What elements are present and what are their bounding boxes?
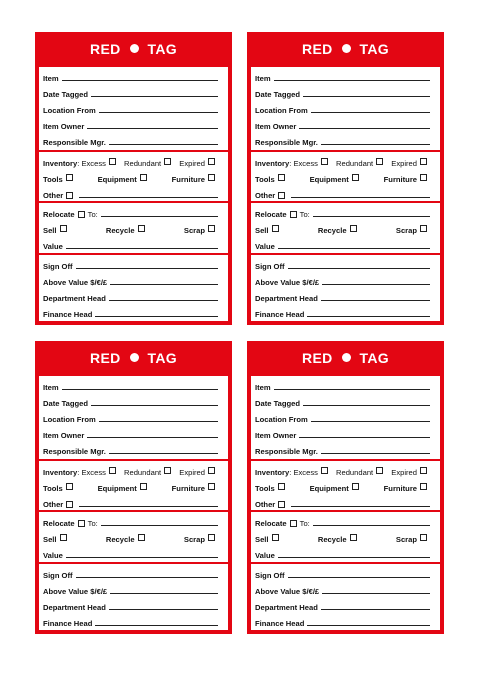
other-checkbox[interactable] [278, 192, 285, 199]
location-from-field[interactable] [311, 421, 430, 422]
furniture-label: Furniture [383, 484, 417, 493]
relocate-label: Relocate [43, 210, 75, 219]
sign-off-label: Sign Off [43, 571, 73, 580]
title-red: RED [90, 349, 121, 366]
relocate-checkbox[interactable] [78, 211, 85, 218]
tools-checkbox[interactable] [66, 174, 73, 181]
finance-head-field[interactable] [95, 316, 218, 317]
inventory-panel: Inventory: Excess Redundant Expired Tools Equipment Furniture Other [251, 461, 440, 510]
finance-head-label: Finance Head [255, 310, 305, 319]
equipment-label: Equipment [309, 484, 349, 493]
inventory-panel: Inventory: Excess Redundant Expired Tools Equipment Furniture Other [39, 461, 228, 510]
location-from-label: Location From [43, 415, 96, 424]
item-owner-field[interactable] [299, 437, 430, 438]
red-tag-card-bottom-left [35, 341, 232, 634]
other-field[interactable] [291, 197, 430, 198]
responsible-mgr-label: Responsible Mgr. [43, 138, 106, 147]
item-details-panel [39, 376, 228, 459]
sell-checkbox[interactable] [60, 534, 67, 541]
sign-off-field[interactable] [288, 268, 430, 269]
value-field[interactable] [278, 557, 430, 558]
responsible-mgr-label: Responsible Mgr. [255, 138, 318, 147]
expired-checkbox[interactable] [420, 467, 427, 474]
signoff-panel [251, 564, 440, 630]
sell-label: Sell [43, 535, 57, 544]
item-owner-field[interactable] [299, 128, 430, 129]
other-field[interactable] [79, 506, 218, 507]
item-field[interactable] [274, 80, 430, 81]
furniture-checkbox[interactable] [208, 483, 215, 490]
other-field[interactable] [291, 506, 430, 507]
signoff-panel [251, 255, 440, 321]
redundant-checkbox[interactable] [164, 467, 171, 474]
finance-head-label: Finance Head [255, 619, 305, 628]
equipment-label: Equipment [97, 484, 137, 493]
item-details-panel [251, 376, 440, 459]
equipment-label: Equipment [97, 175, 137, 184]
responsible-mgr-label: Responsible Mgr. [255, 447, 318, 456]
expired-checkbox[interactable] [208, 158, 215, 165]
other-checkbox[interactable] [278, 501, 285, 508]
title-dot-icon [342, 353, 351, 362]
location-from-label: Location From [43, 106, 96, 115]
scrap-checkbox[interactable] [208, 534, 215, 541]
redundant-checkbox[interactable] [376, 158, 383, 165]
location-from-field[interactable] [99, 421, 218, 422]
furniture-label: Furniture [171, 484, 205, 493]
sign-off-field[interactable] [288, 577, 430, 578]
date-tagged-label: Date Tagged [255, 399, 301, 408]
disposition-panel [39, 203, 228, 253]
sign-off-field[interactable] [76, 268, 218, 269]
other-label: Other [255, 191, 276, 200]
title-red: RED [302, 349, 333, 366]
excess-label: Excess [293, 159, 318, 168]
above-value-field[interactable] [322, 593, 430, 594]
sign-off-field[interactable] [76, 577, 218, 578]
disposition-panel [251, 203, 440, 253]
tools-label: Tools [255, 175, 275, 184]
scrap-label: Scrap [183, 226, 205, 235]
redundant-label: Redundant [124, 159, 162, 168]
excess-checkbox[interactable] [321, 158, 328, 165]
sign-off-label: Sign Off [255, 571, 285, 580]
tools-label: Tools [43, 175, 63, 184]
redundant-label: Redundant [124, 468, 162, 477]
other-label: Other [43, 500, 64, 509]
item-owner-label: Item Owner [43, 431, 85, 440]
date-tagged-field[interactable] [91, 96, 218, 97]
department-head-label: Department Head [43, 294, 106, 303]
red-tag-card-top-right [247, 32, 444, 325]
item-owner-field[interactable] [87, 128, 218, 129]
furniture-checkbox[interactable] [420, 174, 427, 181]
value-label: Value [43, 551, 63, 560]
other-checkbox[interactable] [66, 192, 73, 199]
scrap-checkbox[interactable] [420, 534, 427, 541]
responsible-mgr-field[interactable] [321, 144, 430, 145]
recycle-checkbox[interactable] [350, 534, 357, 541]
date-tagged-field[interactable] [303, 405, 430, 406]
equipment-checkbox[interactable] [140, 483, 147, 490]
furniture-checkbox[interactable] [420, 483, 427, 490]
expired-label: Expired [179, 159, 205, 168]
to-label: To: [299, 210, 310, 219]
department-head-label: Department Head [43, 603, 106, 612]
redundant-checkbox[interactable] [376, 467, 383, 474]
red-tag-card-bottom-right [247, 341, 444, 634]
other-checkbox[interactable] [66, 501, 73, 508]
excess-label: Excess [293, 468, 318, 477]
department-head-field[interactable] [321, 609, 430, 610]
item-owner-label: Item Owner [43, 122, 85, 131]
excess-label: Excess [81, 159, 106, 168]
equipment-checkbox[interactable] [140, 174, 147, 181]
item-field[interactable] [62, 389, 218, 390]
other-field[interactable] [79, 197, 218, 198]
title-tag: TAG [359, 40, 389, 57]
expired-label: Expired [391, 159, 417, 168]
date-tagged-label: Date Tagged [255, 90, 301, 99]
tag-title [247, 341, 444, 374]
item-owner-label: Item Owner [255, 122, 297, 131]
relocate-checkbox[interactable] [78, 520, 85, 527]
sell-label: Sell [255, 535, 269, 544]
responsible-mgr-field[interactable] [321, 453, 430, 454]
value-field[interactable] [278, 248, 430, 249]
above-value-field[interactable] [110, 284, 218, 285]
finance-head-field[interactable] [307, 316, 430, 317]
expired-label: Expired [179, 468, 205, 477]
above-value-label: Above Value $/€/£ [255, 587, 320, 596]
finance-head-label: Finance Head [43, 619, 93, 628]
disposition-panel [251, 512, 440, 562]
department-head-label: Department Head [255, 294, 318, 303]
location-from-field[interactable] [311, 112, 430, 113]
location-from-field[interactable] [99, 112, 218, 113]
excess-checkbox[interactable] [321, 467, 328, 474]
item-details-panel [39, 67, 228, 150]
furniture-label: Furniture [171, 175, 205, 184]
relocate-to-field[interactable] [101, 216, 218, 217]
responsible-mgr-field[interactable] [109, 144, 218, 145]
relocate-to-field[interactable] [101, 525, 218, 526]
date-tagged-label: Date Tagged [43, 90, 89, 99]
tools-checkbox[interactable] [278, 174, 285, 181]
value-label: Value [43, 242, 63, 251]
title-dot-icon [130, 353, 139, 362]
item-label: Item [255, 74, 271, 83]
date-tagged-field[interactable] [91, 405, 218, 406]
inventory-label: Inventory [255, 468, 290, 477]
department-head-field[interactable] [321, 300, 430, 301]
date-tagged-field[interactable] [303, 96, 430, 97]
above-value-field[interactable] [110, 593, 218, 594]
item-owner-field[interactable] [87, 437, 218, 438]
recycle-label: Recycle [317, 535, 347, 544]
equipment-label: Equipment [309, 175, 349, 184]
relocate-checkbox[interactable] [290, 211, 297, 218]
scrap-checkbox[interactable] [420, 225, 427, 232]
item-owner-label: Item Owner [255, 431, 297, 440]
value-field[interactable] [66, 557, 218, 558]
department-head-label: Department Head [255, 603, 318, 612]
relocate-checkbox[interactable] [290, 520, 297, 527]
item-field[interactable] [274, 389, 430, 390]
title-tag: TAG [147, 40, 177, 57]
value-field[interactable] [66, 248, 218, 249]
relocate-label: Relocate [255, 519, 287, 528]
value-label: Value [255, 242, 275, 251]
recycle-label: Recycle [105, 226, 135, 235]
sell-checkbox[interactable] [272, 534, 279, 541]
relocate-to-field[interactable] [313, 525, 430, 526]
above-value-field[interactable] [322, 284, 430, 285]
recycle-checkbox[interactable] [350, 225, 357, 232]
inventory-label: Inventory [43, 159, 78, 168]
other-label: Other [43, 191, 64, 200]
furniture-checkbox[interactable] [208, 174, 215, 181]
date-tagged-label: Date Tagged [43, 399, 89, 408]
tools-label: Tools [255, 484, 275, 493]
inventory-panel: Inventory: Excess Redundant Expired Tools Equipment Furniture Other [39, 152, 228, 201]
title-red: RED [90, 40, 121, 57]
recycle-checkbox[interactable] [138, 534, 145, 541]
inventory-label: Inventory [43, 468, 78, 477]
title-dot-icon [130, 44, 139, 53]
furniture-label: Furniture [383, 175, 417, 184]
item-label: Item [43, 383, 59, 392]
excess-checkbox[interactable] [109, 158, 116, 165]
scrap-label: Scrap [395, 226, 417, 235]
tools-label: Tools [43, 484, 63, 493]
disposition-panel [39, 512, 228, 562]
sell-checkbox[interactable] [60, 225, 67, 232]
expired-checkbox[interactable] [420, 158, 427, 165]
location-from-label: Location From [255, 106, 308, 115]
finance-head-label: Finance Head [43, 310, 93, 319]
finance-head-field[interactable] [95, 625, 218, 626]
recycle-label: Recycle [317, 226, 347, 235]
responsible-mgr-field[interactable] [109, 453, 218, 454]
department-head-field[interactable] [109, 300, 218, 301]
responsible-mgr-label: Responsible Mgr. [43, 447, 106, 456]
tag-title [35, 341, 232, 374]
sign-off-label: Sign Off [255, 262, 285, 271]
tools-checkbox[interactable] [278, 483, 285, 490]
excess-checkbox[interactable] [109, 467, 116, 474]
sell-label: Sell [255, 226, 269, 235]
signoff-panel [39, 255, 228, 321]
expired-checkbox[interactable] [208, 467, 215, 474]
signoff-panel [39, 564, 228, 630]
equipment-checkbox[interactable] [352, 483, 359, 490]
title-tag: TAG [359, 349, 389, 366]
equipment-checkbox[interactable] [352, 174, 359, 181]
department-head-field[interactable] [109, 609, 218, 610]
location-from-label: Location From [255, 415, 308, 424]
scrap-label: Scrap [183, 535, 205, 544]
relocate-label: Relocate [255, 210, 287, 219]
other-label: Other [255, 500, 276, 509]
redundant-label: Redundant [336, 468, 374, 477]
sell-label: Sell [43, 226, 57, 235]
red-tag-card-top-left [35, 32, 232, 325]
relocate-label: Relocate [43, 519, 75, 528]
above-value-label: Above Value $/€/£ [43, 587, 108, 596]
finance-head-field[interactable] [307, 625, 430, 626]
scrap-label: Scrap [395, 535, 417, 544]
excess-label: Excess [81, 468, 106, 477]
tag-title [247, 32, 444, 65]
tools-checkbox[interactable] [66, 483, 73, 490]
redundant-label: Redundant [336, 159, 374, 168]
tag-title [35, 32, 232, 65]
inventory-label: Inventory [255, 159, 290, 168]
sign-off-label: Sign Off [43, 262, 73, 271]
above-value-label: Above Value $/€/£ [255, 278, 320, 287]
inventory-panel: Inventory: Excess Redundant Expired Tools Equipment Furniture Other [251, 152, 440, 201]
above-value-label: Above Value $/€/£ [43, 278, 108, 287]
title-tag: TAG [147, 349, 177, 366]
item-label: Item [255, 383, 271, 392]
to-label: To: [87, 210, 98, 219]
redundant-checkbox[interactable] [164, 158, 171, 165]
sell-checkbox[interactable] [272, 225, 279, 232]
item-field[interactable] [62, 80, 218, 81]
title-dot-icon [342, 44, 351, 53]
scrap-checkbox[interactable] [208, 225, 215, 232]
to-label: To: [87, 519, 98, 528]
to-label: To: [299, 519, 310, 528]
value-label: Value [255, 551, 275, 560]
recycle-label: Recycle [105, 535, 135, 544]
expired-label: Expired [391, 468, 417, 477]
title-red: RED [302, 40, 333, 57]
recycle-checkbox[interactable] [138, 225, 145, 232]
item-details-panel [251, 67, 440, 150]
item-label: Item [43, 74, 59, 83]
relocate-to-field[interactable] [313, 216, 430, 217]
